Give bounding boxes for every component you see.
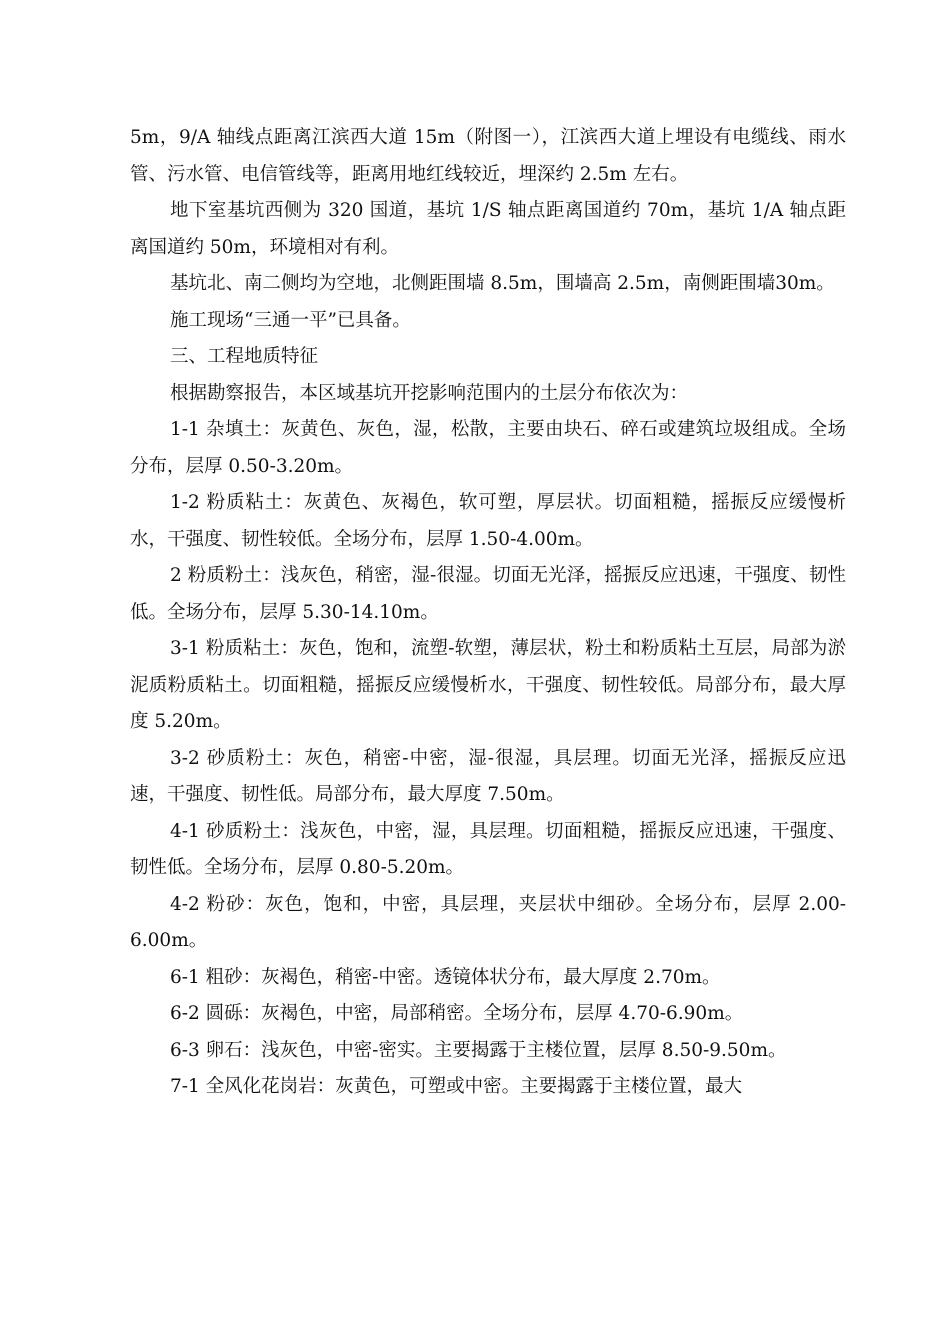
soil-layer-6-1: 6-1 粗砂：灰褐色，稍密-中密。透镜体状分布，最大厚度 2.70m。 — [170, 966, 721, 988]
paragraph-2: 地下室基坑西侧为 320 国道，基坑 1/S 轴点距离国道约 70m，基坑 1/A 轴点距离国道约 50m，环境相对有利。 — [130, 200, 846, 258]
section-heading: 三、工程地质特征 — [170, 346, 319, 367]
paragraph-4: 施工现场“三通一平”已具备。 — [170, 309, 411, 331]
soil-layer-4-1: 4-1 砂质粉土：浅灰色，中密，湿，具层理。切面粗糙，摇振反应迅速，干强度、韧性低。全场分布，层厚 0.80-5.20m。 — [130, 820, 846, 878]
soil-layer-7-1: 7-1 全风化花岗岩：灰黄色，可塑或中密。主要揭露于主楼位置，最大 — [170, 1076, 743, 1097]
paragraph-1: 5m，9/A 轴线点距离江滨西大道 15m（附图一），江滨西大道上埋设有电缆线、雨水管、污水管、电信管线等，距离用地红线较近，埋深约 2.5m 左右。 — [130, 127, 846, 185]
paragraph-6: 根据勘察报告，本区域基坑开挖影响范围内的土层分布依次为： — [170, 382, 689, 404]
document-body — [130, 120, 846, 1106]
soil-layer-1-1: 1-1 杂填土：灰黄色、灰色，湿，松散，主要由块石、碎石或建筑垃圾组成。全场分布，层厚 0.50-3.20m。 — [130, 419, 846, 477]
soil-layer-1-2: 1-2 粉质粘土：灰黄色、灰褐色，软可塑，厚层状。切面粗糙，摇振反应缓慢析水，干强度、韧性较低。全场分布，层厚 1.50-4.00m。 — [130, 492, 846, 550]
soil-layer-3-1: 3-1 粉质粘土：灰色，饱和，流塑-软塑，薄层状，粉土和粉质粘土互层，局部为淤泥质粉质粘土。切面粗糙，摇振反应缓慢析水，干强度、韧性较低。局部分布，最大厚度 5.20m。 — [130, 638, 846, 732]
soil-layer-2: 2 粉质粉土：浅灰色，稍密，湿-很湿。切面无光泽，摇振反应迅速，干强度、韧性低。全场分布，层厚 5.30-14.10m。 — [130, 565, 846, 623]
soil-layer-6-2: 6-2 圆砾：灰褐色，中密，局部稍密。全场分布，层厚 4.70-6.90m。 — [170, 1003, 744, 1024]
soil-layer-6-3: 6-3 卵石：浅灰色，中密-密实。主要揭露于主楼位置，层厚 8.50-9.50m。 — [170, 1039, 787, 1061]
soil-layer-3-2: 3-2 砂质粉土：灰色，稍密-中密，湿-很湿，具层理。切面无光泽，摇振反应迅速，干强度、韧性低。局部分布，最大厚度 7.50m。 — [130, 747, 846, 805]
paragraph-3: 基坑北、南二侧均为空地，北侧距围墙 8.5m，围墙高 2.5m，南侧距围墙30m。 — [170, 273, 835, 294]
soil-layer-4-2: 4-2 粉砂：灰色，饱和，中密，具层理，夹层状中细砂。全场分布，层厚 2.00-6.00m。 — [130, 893, 846, 951]
